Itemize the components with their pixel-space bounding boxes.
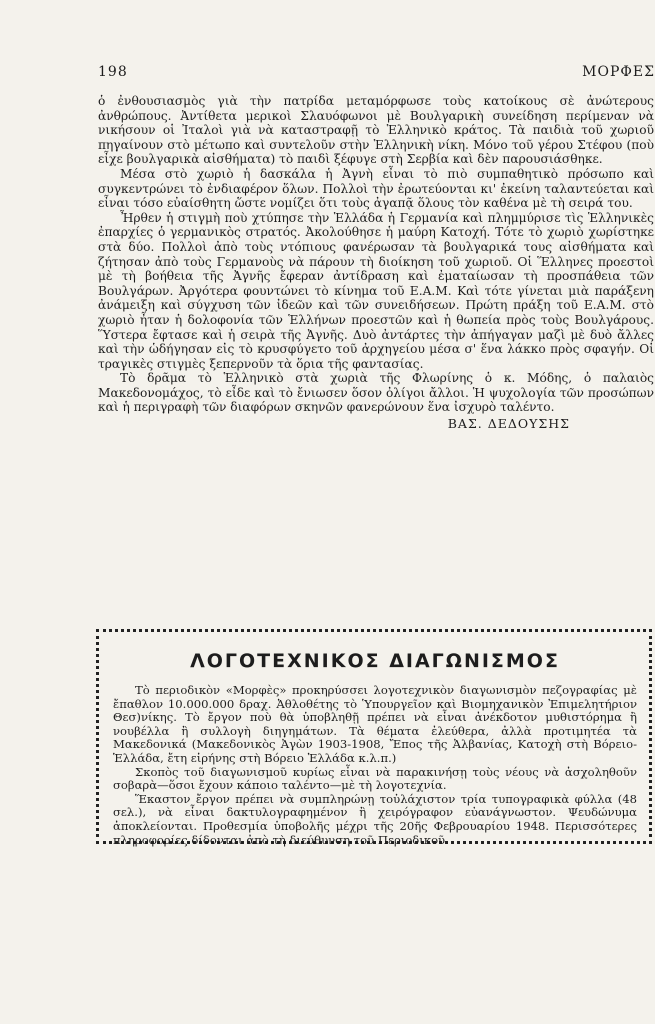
page-number: 198 [98, 64, 128, 80]
contest-body [113, 684, 637, 847]
article-paragraph: Μέσα στὸ χωριὸ ἡ δασκάλα ἡ Ἀγνὴ εἶναι τὸ πιὸ συμπαθητικὸ πρόσωπο καὶ συγκεντρώνει τὸ ἐνδιαφέρον ὅλων. Πολλοὶ τὴν ἐρωτεύονται κι' ἐκείνη ταλαντεύεται καὶ εἶναι τόσο εὐαίσθητη ὥστε νομίζει ὅτι τοὺς ἀγαπᾷ ὅλους τὸν καθένα μὲ τὴ σειρά του. [98, 166, 654, 211]
contest-announcement-box [96, 629, 652, 847]
contest-paragraph: Τὸ περιοδικὸν «Μορφὲς» προκηρύσσει λογοτεχνικὸν διαγωνισμὸν πεζογραφίας μὲ ἔπαθλον 10.000.000 δραχ. Ἀθλοθέτης τὸ Ὑπουργεῖον καὶ Βιομηχανικὸν Ἐπιμελητήριον Θεσ)νίκης. Τὸ ἔργον ποὺ θὰ ὑποβληθῇ πρέπει νὰ εἶναι ἀνέκδοτον μυθιστόρημα ἢ νουβέλλα ἢ συλλογὴ διηγημάτων. Τὰ θέματα ἐλεύθερα, ἀλλὰ προτιμητέα τὰ Μακεδονικά (Μακεδονικὸς Ἀγὼν 1903-1908, Ἔπος τῆς Ἀλβανίας, Κατοχὴ στὴ Βόρειο-Ἑλλάδα, ἔτη εἰρήνης στὴ Βόρειο Ἑλλάδα κ.λ.π.) [113, 683, 637, 765]
running-head: ΜΟΡΦΕΣ [582, 64, 655, 80]
contest-title: ΛΟΓΟΤΕΧΝΙΚΟΣ ΔΙΑΓΩΝΙΣΜΟΣ [190, 650, 560, 672]
article-paragraph: Τὸ δρᾶμα τὸ Ἑλληνικὸ στὰ χωριὰ τῆς Φλωρίνης ὁ κ. Μόδης, ὁ παλαιὸς Μακεδονομάχος, τὸ εἶδε καὶ τὸ ἔνιωσεν ὅσον ὀλίγοι ἄλλοι. Ἡ ψυχολογία τῶν προσώπων καὶ ἡ περιγραφὴ τῶν διαφόρων σκηνῶν φανερώνουν ἕνα ἰσχυρὸ ταλέντο. [98, 371, 654, 415]
article-body [98, 94, 654, 432]
author-signature: ΒΑΣ. ΔΕΔΟΥΣΗΣ [447, 416, 570, 432]
contest-paragraph: Ἕκαστον ἔργον πρέπει νὰ συμπληρώνῃ τοὐλάχιστον τρία τυπογραφικὰ φύλλα (48 σελ.), νὰ εἶναι δακτυλογραφημένον ἢ χειρόγραφον εὐανάγνωστον. Ψευδώνυμα ἀποκλείονται. Προθεσμία ὑποβολῆς μέχρι τῆς 20ῆς Φεβρουαρίου 1948. Περισσότερες πληροφορίες δίδονται ἀπὸ τὴ διεύθυνση τοῦ Περιοδικοῦ. [113, 791, 637, 847]
article-paragraph: Ἦρθεν ἡ στιγμὴ ποὺ χτύπησε τὴν Ἑλλάδα ἡ Γερμανία καὶ πλημμύρισε τὶς Ἑλληνικὲς ἐπαρχίες ὁ γερμανικὸς στρατός. Ἀκολούθησε ἡ μαύρη Κατοχή. Τότε τὸ χωριὸ χωρίστηκε στὰ δύο. Πολλοὶ ἀπὸ τοὺς ντόπιους φανέρωσαν τὰ βουλγαρικά τους αἰσθήματα καὶ ζήτησαν ἀπὸ τοὺς Γερμανοὺς νὰ πάρουν τὴ διοίκηση τοῦ χωριοῦ. Οἱ Ἕλληνες προεστοὶ μὲ τὴ βοήθεια τῆς Ἀγνῆς ἔφεραν ἀντίδραση καὶ ἐματαίωσαν τὴ προσπάθεια τῶν Βουλγάρων. Ἀργότερα φουντώνει τὸ κίνημα τοῦ Ε.Α.Μ. Καὶ τότε γίνεται μιὰ παράξενη ἀνάμειξη καὶ σύγχυση τῶν ἰδεῶν καὶ τῶν συνειδήσεων. Πρώτη πράξη τοῦ Ε.Α.Μ. στὸ χωριὸ ἦταν ἡ δολοφονία τῶν Ἑλλήνων προεστῶν καὶ ἡ θωπεία πρὸς τοὺς Βουλγάρους. Ὕστερα ἔφτασε καὶ ἡ σειρὰ τῆς Ἀγνῆς. Δυὸ ἀντάρτες τὴν ἀπήγαγαν μαζὶ μὲ δυὸ ἄλλες καὶ τὴν ὡδήγησαν εἰς τὸ κρυσφύγετο τοῦ ἀρχηγείου μέσα σ' ἕνα λάκκο πρὸς σφαγήν. Οἱ τραγικὲς στιγμὲς ξεπερνοῦν τὰ ὅρια τῆς φαντασίας. [98, 210, 654, 371]
article-paragraph: ὁ ἐνθουσιασμὸς γιὰ τὴν πατρίδα μεταμόρφωσε τοὺς κατοίκους σὲ ἀνώτερους ἀνθρώπους. Ἀντίθετα μερικοὶ Σλαυόφωνοι μὲ Βουλγαρικὴ συνείδηση περίμεναν νὰ νικήσουν οἱ Ἰταλοὶ γιὰ νὰ καταστραφῇ τὸ Ἑλληνικὸ κράτος. Τὰ παιδιὰ τοῦ χωριοῦ πηγαίνουν στὸ μέτωπο καὶ συντελοῦν στὴν Ἑλληνικὴ νίκη. Μόνο τοῦ γέρου Στέφου (ποὺ εἶχε βουλγαρικὰ αἰσθήματα) τὸ παιδὶ ξέφυγε στὴ Σερβία καὶ δὲν παρουσιάσθηκε. [98, 94, 654, 167]
contest-paragraph: Σκοπὸς τοῦ διαγωνισμοῦ κυρίως εἶναι νὰ παρακινήσῃ τοὺς νέους νὰ ἀσχοληθοῦν σοβαρὰ—ὅσοι ἔχουν κάποιο ταλέντο—μὲ τὴ λογοτεχνία. [113, 764, 637, 793]
